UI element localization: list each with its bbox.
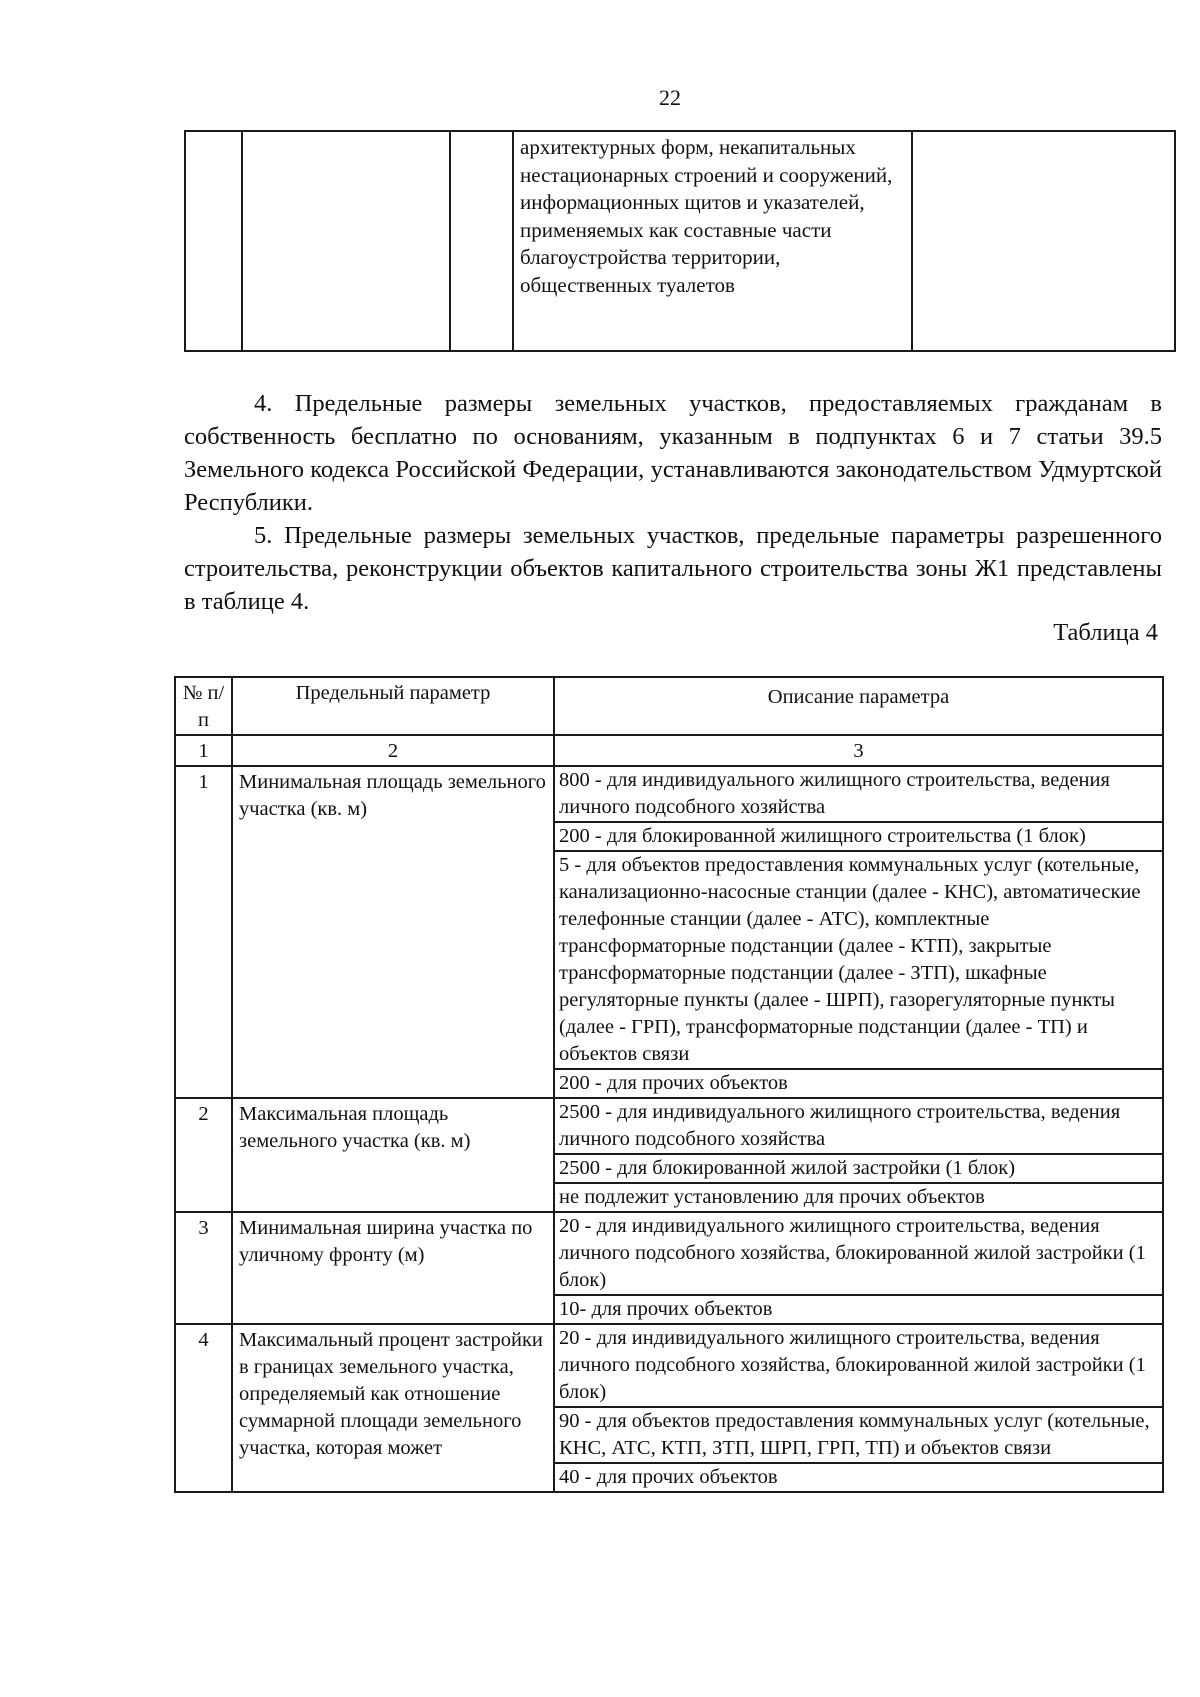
empty-cell [242, 131, 450, 351]
column-number: 2 [232, 735, 554, 766]
column-number: 3 [554, 735, 1163, 766]
parameter-value: 20 - для индивидуального жилищного строительства, ведения личного подсобного хозяйства, блокированной жилой застройки (1 блок) [554, 1324, 1163, 1407]
parameter-value: 20 - для индивидуального жилищного строительства, ведения личного подсобного хозяйства, блокированной жилой застройки (1 блок) [554, 1212, 1163, 1295]
parameter-value: 200 - для блокированной жилищного строительства (1 блок) [554, 822, 1163, 851]
parameter-value: 800 - для индивидуального жилищного строительства, ведения личного подсобного хозяйства [554, 766, 1163, 822]
parameter-name: Максимальная площадь земельного участка (кв. м) [232, 1098, 554, 1212]
page-number: 22 [659, 85, 681, 110]
column-number-row [175, 735, 1163, 766]
parameter-name: Максимальный процент застройки в границах земельного участка, определяемый как отношение суммарной площади земельного участка, которая может [232, 1324, 554, 1492]
header-description: Описание параметра [554, 677, 1163, 735]
use-description-cell: архитектурных форм, некапитальных нестационарных строений и сооружений, информационных щитов и указателей, применяемых как составные части благоустройства территории, общественных туалетов [513, 131, 912, 351]
header-parameter: Предельный параметр [232, 677, 554, 735]
paragraph-5-text: 5. Предельные размеры земельных участков, предельные параметры разрешенного строительства, реконструкции объектов капитального строительства зоны Ж1 представлены в таблице 4. [184, 522, 1162, 615]
paragraph-4 [184, 387, 1162, 519]
header-number: № п/п [175, 677, 232, 735]
column-number: 1 [175, 735, 232, 766]
parameter-value: 2500 - для индивидуального жилищного строительства, ведения личного подсобного хозяйства [554, 1098, 1163, 1154]
empty-cell [450, 131, 513, 351]
table-row [175, 766, 1163, 822]
parameter-value: 10- для прочих объектов [554, 1295, 1163, 1324]
parameter-value: 40 - для прочих объектов [554, 1463, 1163, 1492]
parameter-value: 90 - для объектов предоставления коммунальных услуг (котельные, КНС, АТС, КТП, ЗТП, ШРП, ГРП, ТП) и объектов связи [554, 1407, 1163, 1463]
table-row [175, 1212, 1163, 1295]
continuation-row [185, 131, 1175, 351]
row-number: 4 [175, 1324, 232, 1492]
parameter-value: 2500 - для блокированной жилой застройки (1 блок) [554, 1154, 1163, 1183]
empty-cell [185, 131, 242, 351]
paragraph-4-text: 4. Предельные размеры земельных участков, предоставляемых гражданам в собственность бесплатно по основаниям, указанным в подпунктах 6 и 7 статьи 39.5 Земельного кодекса Российской Федерации, устанавливаются законодательством Удмуртской Республики. [184, 390, 1162, 516]
table-header-row [175, 677, 1163, 735]
table-caption: Таблица 4 [1053, 619, 1158, 646]
parameter-name: Минимальная площадь земельного участка (кв. м) [232, 766, 554, 1098]
continuation-table [184, 130, 1176, 352]
parameters-table [174, 676, 1164, 1493]
parameter-value: не подлежит установлению для прочих объектов [554, 1183, 1163, 1212]
table-row [175, 1324, 1163, 1407]
paragraph-5 [184, 519, 1162, 618]
parameter-value: 5 - для объектов предоставления коммунальных услуг (котельные, канализационно-насосные станции (далее - КНС), автоматические телефонные станции (далее - АТС), комплектные трансформаторные подстанции (далее - КТП), закрытые трансформаторные подстанции (далее - ЗТП), шкафные регуляторные пункты (далее - ШРП), газорегуляторные пункты (далее - ГРП), трансформаторные подстанции (далее - ТП) и объектов связи [554, 851, 1163, 1069]
row-number: 2 [175, 1098, 232, 1212]
row-number: 3 [175, 1212, 232, 1324]
parameter-name: Минимальная ширина участка по уличному фронту (м) [232, 1212, 554, 1324]
row-number: 1 [175, 766, 232, 1098]
table-row [175, 1098, 1163, 1154]
parameter-value: 200 - для прочих объектов [554, 1069, 1163, 1098]
empty-cell [912, 131, 1175, 351]
